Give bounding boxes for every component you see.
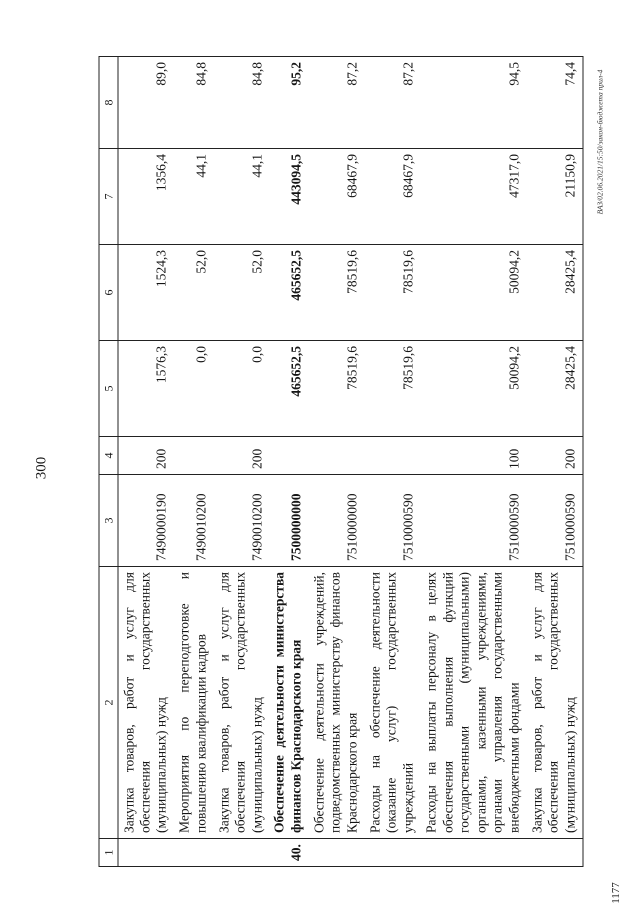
- sheet-number: 1177: [610, 882, 622, 904]
- header-row: [99, 57, 118, 867]
- target-code: 7500000000: [269, 475, 308, 567]
- approved-amount: 78519,6: [308, 341, 364, 437]
- row-number: [174, 839, 213, 867]
- execution-percent: 87,2: [364, 57, 420, 149]
- row-description: Мероприятия по переподготовке и повышению квалификации кадров: [174, 567, 213, 839]
- executed-amount: 47317,0: [420, 149, 526, 245]
- header-cell: 8: [99, 57, 118, 149]
- target-code: 7510000590: [526, 475, 582, 567]
- expense-type: [174, 437, 213, 475]
- executed-amount: 68467,9: [364, 149, 420, 245]
- row-number: 40.: [269, 839, 308, 867]
- execution-percent: 89,0: [118, 57, 174, 149]
- table-row: [213, 57, 269, 867]
- row-number: [526, 839, 582, 867]
- revised-amount: 52,0: [213, 245, 269, 341]
- row-description: Расходы на выплаты персоналу в целях обеспечения выполнения функций государственными (муниципальными) органами, казенными учреждениями, органами управления государственными внебюджетными фондами: [420, 567, 526, 839]
- table-row: [526, 57, 582, 867]
- table-row: [308, 57, 364, 867]
- target-code: 7490010200: [213, 475, 269, 567]
- approved-amount: 50094,2: [420, 341, 526, 437]
- executed-amount: 68467,9: [308, 149, 364, 245]
- table-row: [269, 57, 308, 867]
- expense-type: 200: [213, 437, 269, 475]
- revised-amount: 78519,6: [308, 245, 364, 341]
- table-row: [364, 57, 420, 867]
- document-stamp: ВАЗ/02.06.2021/15:50/закон-бюджета прил-4: [595, 69, 605, 215]
- row-description: Расходы на обеспечение деятельности (оказание услуг) государственных учреждений: [364, 567, 420, 839]
- header-cell: 1: [99, 839, 118, 867]
- row-number: [213, 839, 269, 867]
- revised-amount: 1524,3: [118, 245, 174, 341]
- expense-type: 100: [420, 437, 526, 475]
- target-code: 7510000590: [420, 475, 526, 567]
- approved-amount: 1576,3: [118, 341, 174, 437]
- execution-percent: 74,4: [526, 57, 582, 149]
- table-row: [174, 57, 213, 867]
- row-description: Обеспечение деятельности министерства финансов Краснодарского края: [269, 567, 308, 839]
- row-description: Закупка товаров, работ и услуг для обеспечения государственных (муниципальных) нужд: [118, 567, 174, 839]
- page-number: 300: [33, 456, 50, 480]
- target-code: 7510000590: [364, 475, 420, 567]
- expense-type: [308, 437, 364, 475]
- executed-amount: 21150,9: [526, 149, 582, 245]
- executed-amount: 44,1: [213, 149, 269, 245]
- executed-amount: 44,1: [174, 149, 213, 245]
- header-cell: 7: [99, 149, 118, 245]
- execution-percent: 87,2: [308, 57, 364, 149]
- executed-amount: 443094,5: [269, 149, 308, 245]
- target-code: 7510000000: [308, 475, 364, 567]
- expense-type: [364, 437, 420, 475]
- row-number: [420, 839, 526, 867]
- approved-amount: 28425,4: [526, 341, 582, 437]
- header-cell: 3: [99, 475, 118, 567]
- revised-amount: 52,0: [174, 245, 213, 341]
- execution-percent: 84,8: [213, 57, 269, 149]
- table-row: [118, 57, 174, 867]
- header-cell: 4: [99, 437, 118, 475]
- header-cell: 2: [99, 567, 118, 839]
- budget-table-rotated: [98, 57, 583, 867]
- execution-percent: 95,2: [269, 57, 308, 149]
- revised-amount: 28425,4: [526, 245, 582, 341]
- execution-percent: 94,5: [420, 57, 526, 149]
- header-cell: 5: [99, 341, 118, 437]
- row-description: Закупка товаров, работ и услуг для обеспечения государственных (муниципальных) нужд: [526, 567, 582, 839]
- revised-amount: 78519,6: [364, 245, 420, 341]
- row-number: [308, 839, 364, 867]
- approved-amount: 0,0: [174, 341, 213, 437]
- expense-type: 200: [118, 437, 174, 475]
- executed-amount: 1356,4: [118, 149, 174, 245]
- execution-percent: 84,8: [174, 57, 213, 149]
- row-number: [364, 839, 420, 867]
- approved-amount: 465652,5: [269, 341, 308, 437]
- revised-amount: 465652,5: [269, 245, 308, 341]
- approved-amount: 78519,6: [364, 341, 420, 437]
- approved-amount: 0,0: [213, 341, 269, 437]
- row-number: [118, 839, 174, 867]
- expense-type: [269, 437, 308, 475]
- header-cell: 6: [99, 245, 118, 341]
- target-code: 7490000190: [118, 475, 174, 567]
- row-description: Закупка товаров, работ и услуг для обеспечения государственных (муниципальных) нужд: [213, 567, 269, 839]
- budget-table: [98, 56, 583, 867]
- revised-amount: 50094,2: [420, 245, 526, 341]
- row-description: Обеспечение деятельности учреждений, подведомственных министерству финансов Краснодарского края: [308, 567, 364, 839]
- table-row: [420, 57, 526, 867]
- expense-type: 200: [526, 437, 582, 475]
- target-code: 7490010200: [174, 475, 213, 567]
